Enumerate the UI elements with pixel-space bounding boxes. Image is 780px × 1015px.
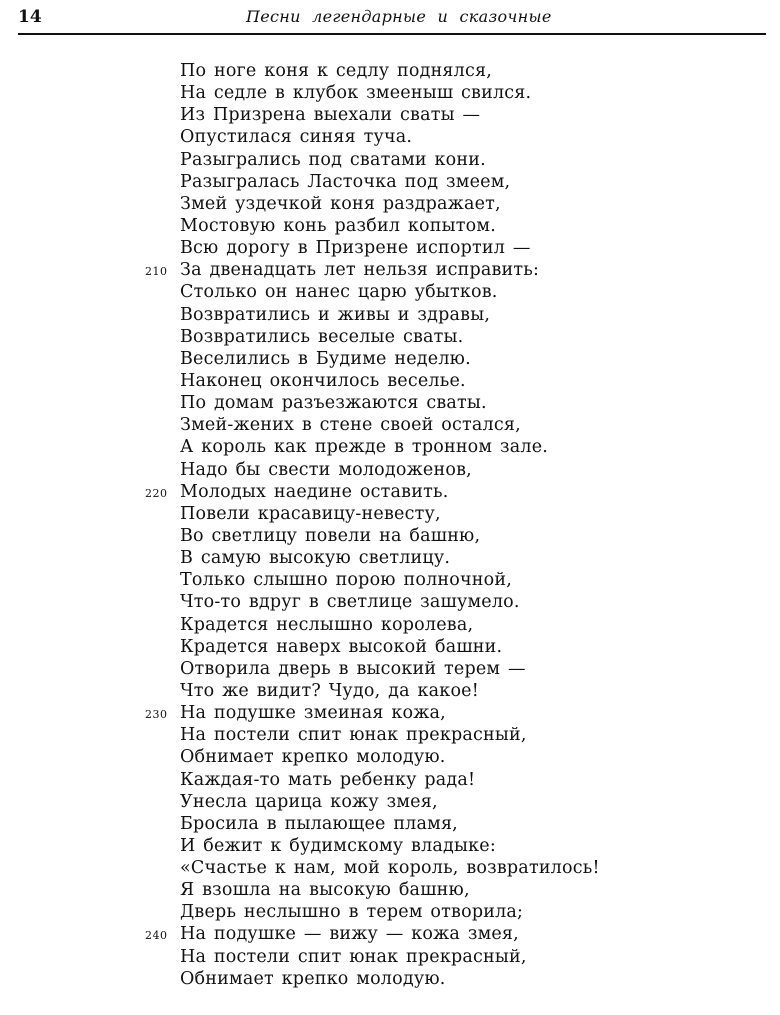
poem-line [0,436,780,458]
header-rule [18,33,766,35]
poem-line [0,901,780,923]
verse-text: На подушке — вижу — кожа змея, [180,924,519,945]
poem-line [0,525,780,547]
page-number: 14 [18,7,42,27]
verse-text: Возвратились веселые сваты. [180,326,464,347]
poem-line [0,193,780,215]
verse-text: Дверь неслышно в терем отворила; [180,902,524,923]
poem-line [0,680,780,702]
poem-line [0,82,780,104]
verse-text: По ноге коня к седлу поднялся, [180,61,492,81]
running-title: Песни легендарные и сказочные [246,7,552,26]
poem-line [0,503,780,525]
poem-line [0,702,780,724]
verse-text: Что же видит? Чудо, да какое! [180,680,479,701]
poem-line [0,326,780,348]
verse-text: Разыгрались под сватами кони. [180,149,486,170]
poem-line [0,259,780,281]
poem-line [0,791,780,813]
poem-line [0,923,780,945]
verse-text: Каждая-то мать ребенку рада! [180,769,476,790]
poem-line [0,769,780,791]
verse-text: Я взошла на высокую башню, [180,880,470,901]
line-number: 240 [145,929,168,943]
line-number: 230 [145,708,168,722]
poem-line [0,126,780,148]
verse-text: «Счастье к нам, мой король, возвратилось! [180,858,600,879]
poem-line [0,215,780,237]
verse-text: Обнимает крепко молодую. [180,968,446,989]
verse-text: Змей уздечкой коня раздражает, [180,193,501,214]
verse-text: Крадется наверх высокой башни. [180,636,503,657]
verse-text: Из Призрена выехали сваты — [180,105,481,126]
poem-line [0,304,780,326]
verse-text: Разыгралась Ласточка под змеем, [180,171,511,192]
verse-text: Змей-жених в стене своей остался, [180,415,521,436]
poem-line [0,746,780,768]
poem-line [0,414,780,436]
poem-line [0,813,780,835]
verse-text: Наконец окончилось веселье. [180,370,466,391]
verse-text: Только слышно порою полночной, [180,570,513,591]
poem-line [0,237,780,259]
verse-text: Бросила в пылающее пламя, [180,813,458,834]
poem-line [0,968,780,990]
poem-line [0,104,780,126]
poem-line [0,636,780,658]
line-number: 210 [145,265,168,279]
poem-line [0,835,780,857]
poem-line [0,370,780,392]
verse-text: Крадется неслышно королева, [180,614,474,635]
verse-text: По домам разъезжаются сваты. [180,393,487,414]
poem-line [0,591,780,613]
verse-text: На постели спит юнак прекрасный, [180,725,527,746]
verse-text: Столько он нанес царю убытков. [180,282,498,303]
poem-line [0,392,780,414]
verse-text: Отворила дверь в высокий терем — [180,658,526,679]
poem-line [0,658,780,680]
poem-line [0,149,780,171]
verse-text: И бежит к будимскому владыке: [180,835,496,856]
page-header [18,6,766,30]
verse-text: На седле в клубок змееныш свился. [180,83,532,104]
poem-line [0,857,780,879]
poem-line [0,60,780,82]
verse-text: На подушке змеиная кожа, [180,703,446,724]
verse-text: Надо бы свести молодоженов, [180,459,472,480]
poem-line [0,348,780,370]
poem-line [0,281,780,303]
verse-text: Обнимает крепко молодую. [180,747,446,768]
poem-line [0,946,780,968]
verse-text: На постели спит юнак прекрасный, [180,946,527,967]
poem-line [0,879,780,901]
verse-text: Возвратились и живы и здравы, [180,304,491,325]
poem-line [0,569,780,591]
poem-body [0,60,780,990]
poem-line [0,481,780,503]
poem-line [0,171,780,193]
verse-text: Повели красавицу-невесту, [180,503,441,524]
verse-text: Мостовую конь разбил копытом. [180,215,496,236]
verse-text: Унесла царица кожу змея, [180,791,438,812]
poem-line [0,459,780,481]
verse-text: А король как прежде в тронном зале. [180,437,549,458]
verse-text: Опустилася синяя туча. [180,127,413,148]
poem-line [0,724,780,746]
poem-line [0,547,780,569]
verse-text: Что-то вдруг в светлице зашумело. [180,592,520,613]
verse-text: В самую высокую светлицу. [180,548,451,569]
verse-text: Всю дорогу в Призрене испортил — [180,238,531,259]
verse-text: Молодых наедине оставить. [180,481,449,502]
poem-line [0,614,780,636]
verse-text: За двенадцать лет нельзя исправить: [180,260,540,281]
verse-text: Веселились в Будиме неделю. [180,348,471,369]
line-number: 220 [145,486,168,500]
verse-text: Во светлицу повели на башню, [180,525,481,546]
